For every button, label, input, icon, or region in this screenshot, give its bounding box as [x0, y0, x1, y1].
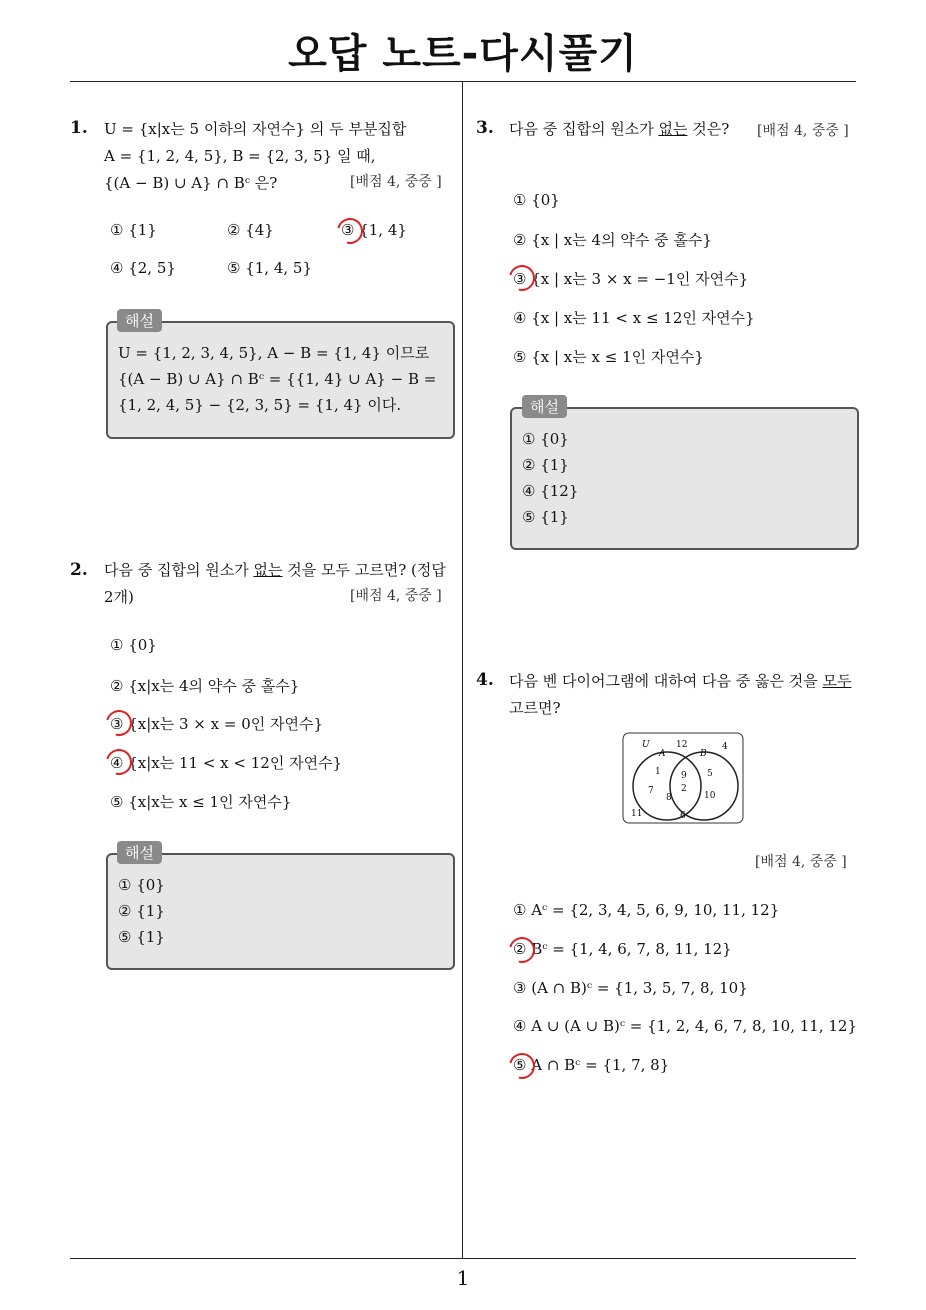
q3-option-1[interactable]: ① {0} [513, 191, 560, 209]
q2-option-5[interactable]: ⑤ {x|x는 x ≤ 1인 자연수} [110, 793, 292, 811]
q3-expl-line1: ① {0} [522, 430, 569, 448]
q2-line1b: 것을 모두 고르면? (정답 [282, 561, 446, 579]
q3-points: [배점 4, 중중 ] [757, 123, 849, 139]
venn-label-b: B [700, 749, 707, 759]
q1-explanation [118, 340, 443, 418]
q2-underline: 없는 [253, 561, 283, 579]
q2-line1a: 다음 중 집합의 원소가 [104, 561, 254, 579]
q2-option-2[interactable]: ② {x|x는 4의 약수 중 홀수} [110, 677, 300, 695]
q4-text [509, 668, 861, 722]
q2-explanation [118, 872, 443, 950]
q3-option-3[interactable]: ③ {x | x는 3 × x = −1인 자연수} [513, 270, 749, 288]
q3-option-5[interactable]: ⑤ {x | x는 x ≤ 1인 자연수} [513, 348, 704, 366]
q4-points: [배점 4, 중중 ] [755, 854, 847, 870]
q4-option-1[interactable]: ① Aᶜ = {2, 3, 4, 5, 6, 9, 10, 11, 12} [513, 901, 780, 919]
q2-option-3[interactable]: ③ {x|x는 3 × x = 0인 자연수} [110, 715, 324, 733]
venn-num-12: 12 [676, 740, 688, 750]
q3-number: 3. [476, 118, 494, 138]
answer-mark-circle [504, 1048, 540, 1084]
venn-num-11: 11 [631, 809, 643, 819]
q3-expl-line2: ② {1} [522, 456, 569, 474]
q1-line1: U = {x|x는 5 이하의 자연수} 의 두 부분집합 [104, 120, 407, 138]
q4-underline: 모두 [822, 672, 852, 690]
column-divider [462, 82, 463, 1258]
q2-number: 2. [70, 560, 88, 580]
q4-option-3[interactable]: ③ (A ∩ B)ᶜ = {1, 3, 5, 7, 8, 10} [513, 979, 748, 997]
top-rule [70, 81, 856, 82]
q3-option-2[interactable]: ② {x | x는 4의 약수 중 홀수} [513, 231, 712, 249]
venn-label-u: U [642, 740, 650, 750]
q2-points: [배점 4, 중중 ] [350, 588, 442, 604]
q4-option-4[interactable]: ④ A ∪ (A ∪ B)ᶜ = {1, 2, 4, 6, 7, 8, 10, 11, 12} [513, 1017, 858, 1035]
answer-mark-circle [504, 932, 540, 968]
q1-number: 1. [70, 118, 88, 138]
q3-option-4[interactable]: ④ {x | x는 11 < x ≤ 12인 자연수} [513, 309, 755, 327]
q1-option-3[interactable]: ③ {1, 4} [341, 221, 407, 239]
q1-line3: {(A − B) ∪ A} ∩ Bᶜ 은? [104, 174, 278, 192]
q3-explanation-box [510, 407, 859, 550]
venn-num-10: 10 [704, 791, 716, 801]
q1-points: [배점 4, 중중 ] [350, 174, 442, 190]
q1-explanation-label: 해설 [117, 309, 162, 332]
q1-option-2[interactable]: ② {4} [227, 221, 274, 239]
q2-expl-line3: ⑤ {1} [118, 928, 165, 946]
q1-option-1[interactable]: ① {1} [110, 221, 157, 239]
q2-explanation-box [106, 853, 455, 970]
q3-explanation [522, 426, 847, 530]
venn-num-9: 9 [681, 771, 687, 781]
q4-number: 4. [476, 670, 494, 690]
q4-line1a: 다음 벤 다이어그램에 대하여 다음 중 옳은 것을 [509, 672, 823, 690]
q2-option-1[interactable]: ① {0} [110, 636, 157, 654]
q2-expl-line2: ② {1} [118, 902, 165, 920]
venn-diagram [622, 732, 744, 824]
venn-num-6: 6 [680, 811, 686, 821]
q4-option-5[interactable]: ⑤ A ∩ Bᶜ = {1, 7, 8} [513, 1056, 670, 1074]
venn-num-1: 1 [655, 767, 661, 777]
q1-option-5[interactable]: ⑤ {1, 4, 5} [227, 259, 313, 277]
page-title: 오답 노트-다시풀기 [288, 31, 638, 77]
q1-expl-line1: U = {1, 2, 3, 4, 5}, A − B = {1, 4} 이므로 [118, 344, 430, 362]
venn-num-5: 5 [707, 769, 713, 779]
venn-num-8: 8 [666, 793, 672, 803]
q3-line1b: 것은? [687, 120, 730, 138]
q1-expl-line3: {1, 2, 4, 5} − {2, 3, 5} = {1, 4} 이다. [118, 396, 402, 414]
q2-explanation-label: 해설 [117, 841, 162, 864]
answer-mark-circle [332, 213, 368, 249]
venn-num-2: 2 [681, 784, 687, 794]
venn-label-a: A [659, 749, 666, 759]
q2-option-4[interactable]: ④ {x|x는 11 < x < 12인 자연수} [110, 754, 343, 772]
q2-line2: 2개) [104, 588, 134, 606]
q1-expl-line2: {(A − B) ∪ A} ∩ Bᶜ = {{1, 4} ∪ A} − B = [118, 370, 437, 388]
answer-mark-circle [101, 744, 137, 780]
venn-num-4: 4 [722, 742, 728, 752]
answer-mark-circle [504, 260, 540, 296]
q4-option-2[interactable]: ② Bᶜ = {1, 4, 6, 7, 8, 11, 12} [513, 940, 732, 958]
q3-underline: 없는 [658, 120, 688, 138]
q1-explanation-box [106, 321, 455, 439]
bottom-rule [70, 1258, 856, 1259]
q3-expl-line3: ④ {12} [522, 482, 579, 500]
answer-mark-circle [101, 705, 137, 741]
venn-num-7: 7 [648, 786, 654, 796]
q1-line2: A = {1, 2, 4, 5}, B = {2, 3, 5} 일 때, [104, 147, 376, 165]
venn-circle-a [633, 752, 701, 820]
page-number: 1 [456, 1266, 470, 1290]
q4-line2: 고르면? [509, 699, 561, 717]
q1-option-4[interactable]: ④ {2, 5} [110, 259, 176, 277]
q3-expl-line4: ⑤ {1} [522, 508, 569, 526]
q2-expl-line1: ① {0} [118, 876, 165, 894]
q3-line1a: 다음 중 집합의 원소가 [509, 120, 659, 138]
q3-explanation-label: 해설 [522, 395, 567, 418]
